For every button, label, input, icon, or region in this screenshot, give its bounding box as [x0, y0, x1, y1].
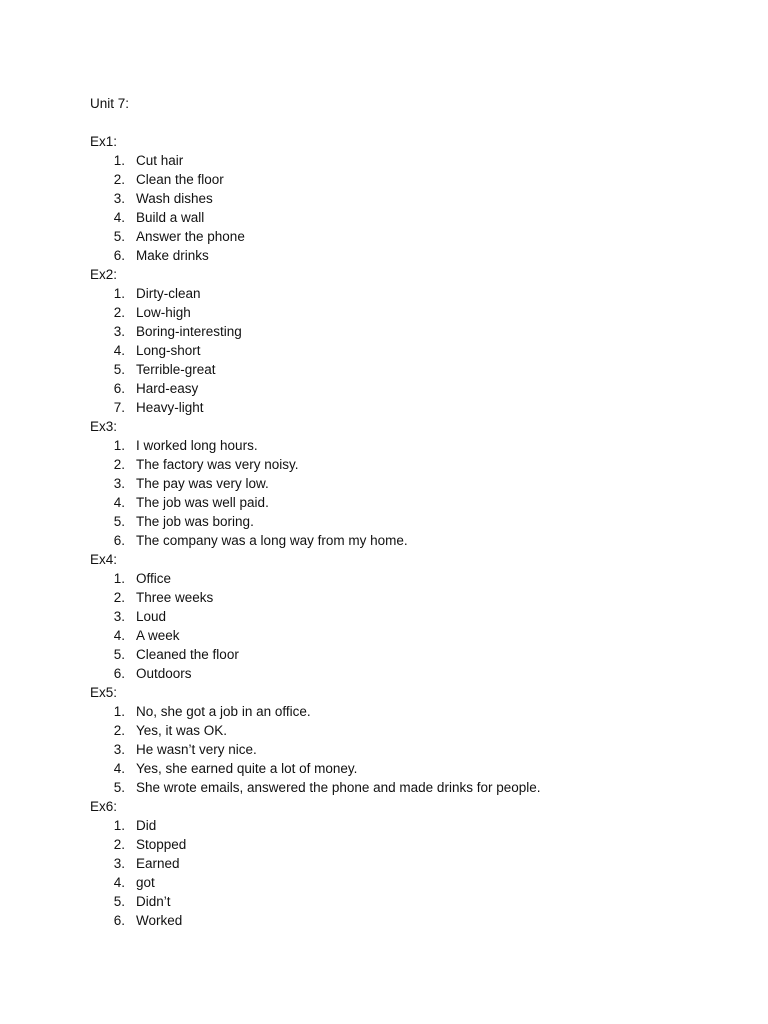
answer-item — [90, 208, 730, 227]
answer-list — [90, 284, 730, 417]
answer-text: Clean the floor — [136, 171, 224, 187]
answer-text: He wasn’t very nice. — [136, 741, 257, 757]
item-number: 5. — [113, 893, 125, 909]
answer-key-document — [90, 94, 730, 930]
answer-text: Heavy-light — [136, 399, 204, 415]
item-number: 5. — [113, 513, 125, 529]
answer-text: Cleaned the floor — [136, 646, 239, 662]
item-number: 4. — [113, 874, 125, 890]
answer-text: A week — [136, 627, 180, 643]
item-number: 1. — [113, 152, 125, 168]
item-number: 4. — [113, 760, 125, 776]
answer-item — [90, 360, 730, 379]
item-number: 1. — [113, 437, 125, 453]
item-number: 2. — [113, 456, 125, 472]
answer-text: Boring-interesting — [136, 323, 242, 339]
answer-item — [90, 892, 730, 911]
answer-item — [90, 303, 730, 322]
answer-item — [90, 626, 730, 645]
answer-item — [90, 284, 730, 303]
answer-item — [90, 474, 730, 493]
answer-item — [90, 854, 730, 873]
answer-text: Long-short — [136, 342, 201, 358]
item-number: 3. — [113, 190, 125, 206]
answer-text: Answer the phone — [136, 228, 245, 244]
answer-item — [90, 493, 730, 512]
exercise-section — [90, 550, 730, 683]
item-number: 6. — [113, 532, 125, 548]
item-number: 4. — [113, 342, 125, 358]
answer-item — [90, 759, 730, 778]
item-number: 5. — [113, 228, 125, 244]
exercise-sections — [90, 132, 730, 930]
exercise-heading: Ex1: — [90, 133, 118, 149]
answer-text: got — [136, 874, 155, 890]
answer-item — [90, 702, 730, 721]
item-number: 2. — [113, 171, 125, 187]
item-number: 6. — [113, 247, 125, 263]
answer-text: The job was boring. — [136, 513, 254, 529]
answer-text: Make drinks — [136, 247, 209, 263]
answer-list — [90, 151, 730, 265]
answer-text: Yes, she earned quite a lot of money. — [136, 760, 358, 776]
answer-text: Earned — [136, 855, 180, 871]
item-number: 3. — [113, 475, 125, 491]
answer-text: Did — [136, 817, 157, 833]
exercise-section — [90, 265, 730, 417]
item-number: 5. — [113, 361, 125, 377]
answer-item — [90, 151, 730, 170]
answer-item — [90, 816, 730, 835]
item-number: 2. — [113, 589, 125, 605]
answer-list — [90, 702, 730, 797]
answer-text: No, she got a job in an office. — [136, 703, 311, 719]
answer-item — [90, 189, 730, 208]
item-number: 1. — [113, 285, 125, 301]
answer-item — [90, 531, 730, 550]
item-number: 2. — [113, 722, 125, 738]
answer-text: Terrible-great — [136, 361, 216, 377]
item-number: 2. — [113, 836, 125, 852]
answer-text: Three weeks — [136, 589, 214, 605]
answer-item — [90, 569, 730, 588]
answer-item — [90, 911, 730, 930]
answer-text: Low-high — [136, 304, 191, 320]
answer-text: Wash dishes — [136, 190, 213, 206]
answer-text: Hard-easy — [136, 380, 199, 396]
exercise-section — [90, 797, 730, 930]
answer-text: Stopped — [136, 836, 187, 852]
answer-item — [90, 664, 730, 683]
exercise-heading: Ex4: — [90, 551, 118, 567]
answer-text: Yes, it was OK. — [136, 722, 228, 738]
answer-list — [90, 436, 730, 550]
answer-text: The job was well paid. — [136, 494, 269, 510]
exercise-heading: Ex2: — [90, 266, 118, 282]
item-number: 4. — [113, 627, 125, 643]
answer-list — [90, 569, 730, 683]
answer-text: Dirty-clean — [136, 285, 201, 301]
exercise-heading: Ex6: — [90, 798, 118, 814]
answer-text: The factory was very noisy. — [136, 456, 299, 472]
item-number: 3. — [113, 855, 125, 871]
answer-item — [90, 512, 730, 531]
answer-item — [90, 835, 730, 854]
item-number: 4. — [113, 494, 125, 510]
answer-item — [90, 645, 730, 664]
answer-item — [90, 873, 730, 892]
item-number: 1. — [113, 817, 125, 833]
item-number: 6. — [113, 665, 125, 681]
answer-item — [90, 607, 730, 626]
exercise-heading: Ex5: — [90, 684, 118, 700]
answer-text: Outdoors — [136, 665, 192, 681]
answer-item — [90, 588, 730, 607]
item-number: 5. — [113, 779, 125, 795]
answer-item — [90, 341, 730, 360]
item-number: 6. — [113, 912, 125, 928]
item-number: 3. — [113, 323, 125, 339]
answer-item — [90, 170, 730, 189]
answer-text: Loud — [136, 608, 167, 624]
answer-item — [90, 740, 730, 759]
item-number: 6. — [113, 380, 125, 396]
item-number: 1. — [113, 703, 125, 719]
exercise-section — [90, 132, 730, 265]
answer-item — [90, 227, 730, 246]
answer-item — [90, 721, 730, 740]
item-number: 3. — [113, 608, 125, 624]
answer-text: Worked — [136, 912, 183, 928]
answer-text: Build a wall — [136, 209, 205, 225]
unit-title: Unit 7: — [90, 96, 130, 111]
answer-text: I worked long hours. — [136, 437, 258, 453]
answer-text: She wrote emails, answered the phone and made drinks for people. — [136, 779, 541, 795]
answer-text: Office — [136, 570, 172, 586]
answer-item — [90, 455, 730, 474]
item-number: 4. — [113, 209, 125, 225]
answer-list — [90, 816, 730, 930]
answer-item — [90, 436, 730, 455]
answer-text: The company was a long way from my home. — [136, 532, 408, 548]
answer-text: The pay was very low. — [136, 475, 269, 491]
answer-item — [90, 246, 730, 265]
item-number: 3. — [113, 741, 125, 757]
answer-text: Didn’t — [136, 893, 171, 909]
answer-item — [90, 322, 730, 341]
exercise-heading: Ex3: — [90, 418, 118, 434]
answer-item — [90, 398, 730, 417]
exercise-section — [90, 683, 730, 797]
answer-item — [90, 379, 730, 398]
item-number: 2. — [113, 304, 125, 320]
answer-text: Cut hair — [136, 152, 184, 168]
item-number: 7. — [113, 399, 125, 415]
exercise-section — [90, 417, 730, 550]
item-number: 1. — [113, 570, 125, 586]
answer-item — [90, 778, 730, 797]
item-number: 5. — [113, 646, 125, 662]
